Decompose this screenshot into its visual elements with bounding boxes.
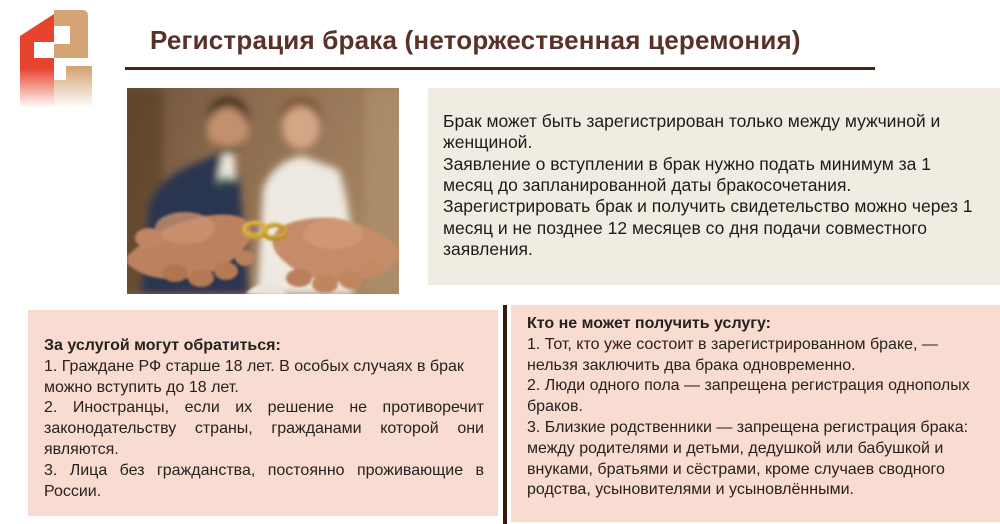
- ineligible-box: [511, 305, 1000, 522]
- info-paragraph: Зарегистрировать брак и получить свидетельство можно через 1 месяц и не позднее 12 месяцев со дня подачи совместного заявления.: [443, 196, 973, 260]
- marriage-info-panel: [428, 88, 1000, 285]
- eligible-heading: За услугой могут обратиться:: [44, 337, 281, 354]
- mfc-documents-logo-icon: [18, 8, 100, 108]
- ineligible-heading: Кто не может получить услугу:: [527, 315, 771, 332]
- ineligible-item: 2. Люди одного пола — запрещена регистрация однополых браков.: [527, 377, 970, 416]
- vertical-divider: [503, 305, 507, 524]
- couple-rings-photo: [127, 88, 399, 294]
- eligible-item: 1. Граждане РФ старше 18 лет. В особых случаях в брак можно вступить до 18 лет.: [44, 357, 464, 396]
- page-title: Регистрация брака (неторжественная церемония): [150, 25, 801, 55]
- eligible-item: 2. Иностранцы, если их решение не противоречит законодательству страны, гражданами которой они являются.: [44, 399, 484, 458]
- info-paragraph: Заявление о вступлении в брак нужно подать минимум за 1 месяц до запланированной даты бракосочетания.: [443, 153, 931, 196]
- ineligible-item: 3. Близкие родственники — запрещена регистрация брака: между родителями и детьми, дедушкой или бабушкой и внуками, братьями и сёстрами, кроме случаев сводного родства, усыновителями и усыновлёнными.: [527, 418, 969, 499]
- eligible-item: 3. Лица без гражданства, постоянно проживающие в России.: [44, 461, 484, 500]
- ineligible-item: 1. Тот, кто уже состоит в зарегистрированном браке, — нельзя заключить два брака одновременно.: [527, 335, 938, 374]
- eligible-applicants-box: [28, 310, 498, 516]
- info-paragraph: Брак может быть зарегистрирован только между мужчиной и женщиной.: [443, 111, 941, 153]
- title-underline: [125, 67, 875, 70]
